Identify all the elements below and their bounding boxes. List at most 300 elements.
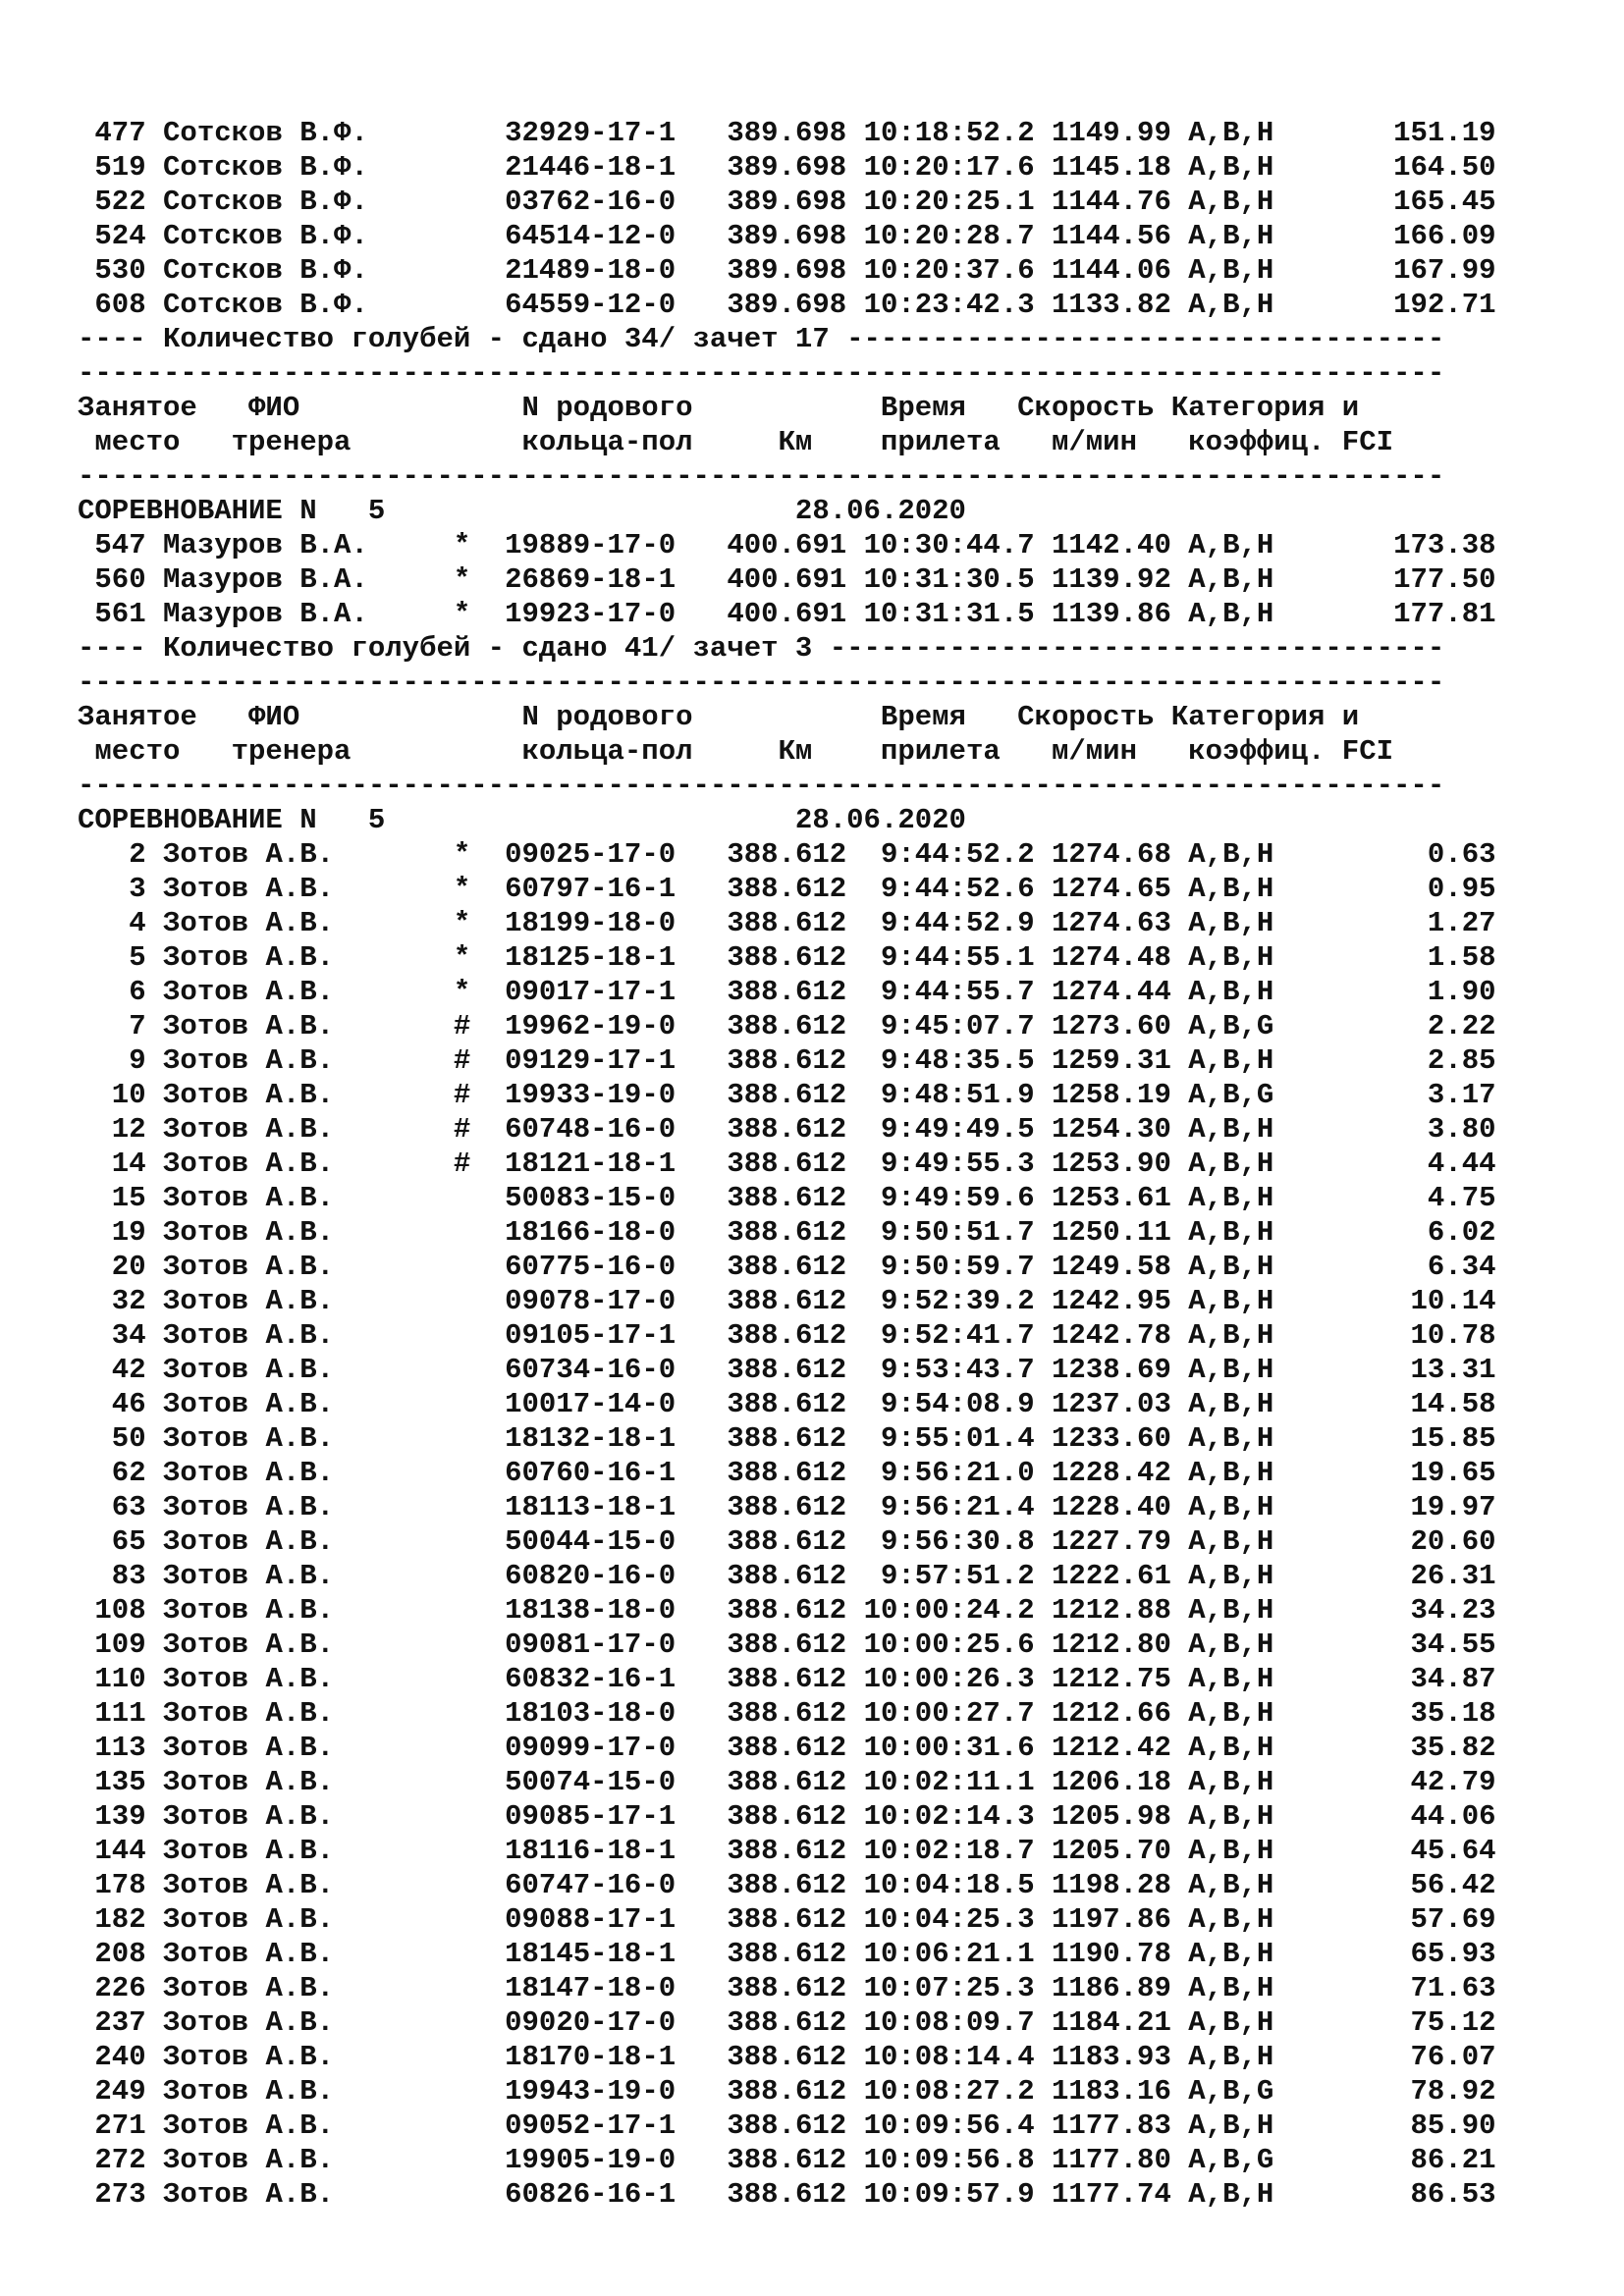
km-cell: 389.698 xyxy=(727,254,847,287)
ring-cell: 09081-17-0 xyxy=(505,1629,693,1661)
competition-label: СОРЕВНОВАНИЕ N 5 xyxy=(78,804,795,836)
time-cell: 10:00:24.2 xyxy=(863,1594,1035,1627)
mark-cell xyxy=(454,220,470,252)
km-cell: 388.612 xyxy=(727,2041,847,2073)
speed-cell: 1145.18 xyxy=(1052,151,1171,184)
coefficient-cell: 35.18 xyxy=(1341,1697,1496,1730)
place-cell: 6 xyxy=(78,976,146,1008)
km-cell: 388.612 xyxy=(727,1525,847,1558)
category-cell: А,В,Н xyxy=(1188,289,1291,321)
category-cell: А,В,Н xyxy=(1188,2109,1291,2142)
table-row xyxy=(78,1318,1496,1353)
mark-cell: * xyxy=(453,529,471,561)
time-cell: 10:20:37.6 xyxy=(863,254,1035,287)
category-cell: А,В,G xyxy=(1188,1079,1291,1111)
time-cell: 10:04:25.3 xyxy=(863,1903,1035,1936)
mark-cell xyxy=(454,1525,470,1558)
ring-cell: 18147-18-0 xyxy=(505,1972,693,2004)
km-cell: 388.612 xyxy=(727,1285,847,1317)
coefficient-cell: 177.81 xyxy=(1341,598,1496,630)
ring-cell: 18138-18-0 xyxy=(505,1594,693,1627)
mark-cell xyxy=(454,1319,470,1352)
coefficient-cell: 45.64 xyxy=(1341,1835,1496,1867)
table-row xyxy=(78,1215,1496,1250)
mark-cell xyxy=(454,1491,470,1523)
name-cell: Зотов А.В. xyxy=(163,1938,454,1970)
coefficient-cell: 0.63 xyxy=(1341,838,1496,871)
name-cell: Зотов А.В. xyxy=(163,1079,454,1111)
speed-cell: 1274.65 xyxy=(1052,873,1171,905)
table-row xyxy=(78,1696,1496,1731)
name-cell: Сотсков В.Ф. xyxy=(163,186,454,218)
time-cell: 9:53:43.7 xyxy=(863,1354,1035,1386)
table-row xyxy=(78,1628,1496,1662)
name-cell: Зотов А.В. xyxy=(163,1388,454,1420)
column-header-line-1: Занятое ФИО N родового Время Скорость Категория и xyxy=(78,701,1360,733)
place-cell: 20 xyxy=(78,1251,146,1283)
mark-cell xyxy=(454,1629,470,1661)
speed-cell: 1197.86 xyxy=(1052,1903,1171,1936)
mark-cell xyxy=(454,1285,470,1317)
section-summary: ---- Количество голубей - сдано 41/ зачет 3 ------------------------------------ xyxy=(78,632,1445,665)
category-cell: А,В,Н xyxy=(1188,1629,1291,1661)
km-cell: 388.612 xyxy=(727,976,847,1008)
place-cell: 62 xyxy=(78,1457,146,1489)
table-row xyxy=(78,1937,1496,1971)
km-cell: 388.612 xyxy=(727,1732,847,1764)
speed-cell: 1242.95 xyxy=(1052,1285,1171,1317)
coefficient-cell: 1.90 xyxy=(1341,976,1496,1008)
mark-cell: * xyxy=(453,598,471,630)
table-row xyxy=(78,1078,1496,1112)
place-cell: 111 xyxy=(78,1697,146,1730)
km-cell: 388.612 xyxy=(727,1835,847,1867)
coefficient-cell: 10.78 xyxy=(1341,1319,1496,1352)
speed-cell: 1139.92 xyxy=(1052,563,1171,596)
column-header-line-2: место тренера кольца-пол Км прилета м/мин коэффиц. FCI xyxy=(78,735,1394,768)
km-cell: 388.612 xyxy=(727,941,847,974)
speed-cell: 1253.90 xyxy=(1052,1148,1171,1180)
coefficient-cell: 42.79 xyxy=(1341,1766,1496,1798)
time-cell: 9:48:35.5 xyxy=(863,1044,1035,1077)
coefficient-cell: 2.22 xyxy=(1341,1010,1496,1042)
mark-cell: * xyxy=(453,941,471,974)
time-cell: 9:56:30.8 xyxy=(863,1525,1035,1558)
place-cell: 65 xyxy=(78,1525,146,1558)
speed-cell: 1274.63 xyxy=(1052,907,1171,939)
coefficient-cell: 76.07 xyxy=(1341,2041,1496,2073)
speed-cell: 1144.06 xyxy=(1052,254,1171,287)
table-row xyxy=(78,116,1496,150)
time-cell: 9:44:52.6 xyxy=(863,873,1035,905)
table-row xyxy=(78,1731,1496,1765)
ring-cell: 60760-16-1 xyxy=(505,1457,693,1489)
place-cell: 19 xyxy=(78,1216,146,1249)
ring-cell: 32929-17-1 xyxy=(505,117,693,149)
km-cell: 388.612 xyxy=(727,1560,847,1592)
km-cell: 388.612 xyxy=(727,1903,847,1936)
mark-cell: # xyxy=(453,1010,471,1042)
speed-cell: 1139.86 xyxy=(1052,598,1171,630)
km-cell: 388.612 xyxy=(727,1422,847,1455)
separator-line: -------------------------------------------------------------------------------- xyxy=(78,667,1445,699)
ring-cell: 10017-14-0 xyxy=(505,1388,693,1420)
speed-cell: 1274.44 xyxy=(1052,976,1171,1008)
ring-cell: 19905-19-0 xyxy=(505,2144,693,2176)
time-cell: 9:52:41.7 xyxy=(863,1319,1035,1352)
place-cell: 113 xyxy=(78,1732,146,1764)
ring-cell: 60797-16-1 xyxy=(505,873,693,905)
ring-cell: 19962-19-0 xyxy=(505,1010,693,1042)
category-cell: А,В,G xyxy=(1188,2075,1291,2108)
category-cell: А,В,Н xyxy=(1188,1800,1291,1833)
name-cell: Зотов А.В. xyxy=(163,1354,454,1386)
mark-cell xyxy=(454,1422,470,1455)
mark-cell xyxy=(454,1663,470,1695)
place-cell: 34 xyxy=(78,1319,146,1352)
place-cell: 32 xyxy=(78,1285,146,1317)
speed-cell: 1222.61 xyxy=(1052,1560,1171,1592)
speed-cell: 1205.70 xyxy=(1052,1835,1171,1867)
category-cell: А,В,Н xyxy=(1188,1972,1291,2004)
category-cell: А,В,Н xyxy=(1188,117,1291,149)
ring-cell: 21446-18-1 xyxy=(505,151,693,184)
speed-cell: 1259.31 xyxy=(1052,1044,1171,1077)
place-cell: 135 xyxy=(78,1766,146,1798)
ring-cell: 19889-17-0 xyxy=(505,529,693,561)
ring-cell: 18199-18-0 xyxy=(505,907,693,939)
mark-cell xyxy=(454,1697,470,1730)
speed-cell: 1177.80 xyxy=(1052,2144,1171,2176)
table-row xyxy=(78,1524,1496,1559)
time-cell: 10:20:17.6 xyxy=(863,151,1035,184)
speed-cell: 1250.11 xyxy=(1052,1216,1171,1249)
table-row xyxy=(78,185,1496,219)
mark-cell: # xyxy=(453,1079,471,1111)
place-cell: 561 xyxy=(78,598,146,630)
speed-cell: 1242.78 xyxy=(1052,1319,1171,1352)
coefficient-cell: 85.90 xyxy=(1341,2109,1496,2142)
competition-label: СОРЕВНОВАНИЕ N 5 xyxy=(78,495,795,527)
speed-cell: 1149.99 xyxy=(1052,117,1171,149)
ring-cell: 19923-17-0 xyxy=(505,598,693,630)
table-row xyxy=(78,150,1496,185)
place-cell: 139 xyxy=(78,1800,146,1833)
table-row xyxy=(78,2109,1496,2143)
name-cell: Зотов А.В. xyxy=(163,2075,454,2108)
category-cell: А,В,Н xyxy=(1188,1319,1291,1352)
speed-cell: 1205.98 xyxy=(1052,1800,1171,1833)
category-cell: А,В,Н xyxy=(1188,2041,1291,2073)
table-row xyxy=(78,1490,1496,1524)
category-cell: А,В,Н xyxy=(1188,1182,1291,1214)
table-row xyxy=(78,1112,1496,1147)
name-cell: Зотов А.В. xyxy=(163,976,454,1008)
km-cell: 388.612 xyxy=(727,1697,847,1730)
category-cell: А,В,Н xyxy=(1188,1251,1291,1283)
ring-cell: 60826-16-1 xyxy=(505,2178,693,2211)
coefficient-cell: 164.50 xyxy=(1341,151,1496,184)
name-cell: Зотов А.В. xyxy=(163,2006,454,2039)
mark-cell xyxy=(454,1388,470,1420)
time-cell: 9:52:39.2 xyxy=(863,1285,1035,1317)
mark-cell xyxy=(454,186,470,218)
time-cell: 9:49:55.3 xyxy=(863,1148,1035,1180)
km-cell: 388.612 xyxy=(727,1766,847,1798)
place-cell: 109 xyxy=(78,1629,146,1661)
ring-cell: 18103-18-0 xyxy=(505,1697,693,1730)
coefficient-cell: 35.82 xyxy=(1341,1732,1496,1764)
ring-cell: 09105-17-1 xyxy=(505,1319,693,1352)
table-row xyxy=(78,906,1496,940)
name-cell: Зотов А.В. xyxy=(163,1766,454,1798)
ring-cell: 64559-12-0 xyxy=(505,289,693,321)
table-row xyxy=(78,1662,1496,1696)
km-cell: 388.612 xyxy=(727,1972,847,2004)
ring-cell: 60748-16-0 xyxy=(505,1113,693,1146)
table-row xyxy=(78,2143,1496,2177)
km-cell: 388.612 xyxy=(727,1800,847,1833)
coefficient-cell: 177.50 xyxy=(1341,563,1496,596)
ring-cell: 60832-16-1 xyxy=(505,1663,693,1695)
mark-cell: * xyxy=(453,907,471,939)
table-row xyxy=(78,1456,1496,1490)
ring-cell: 18113-18-1 xyxy=(505,1491,693,1523)
time-cell: 9:55:01.4 xyxy=(863,1422,1035,1455)
time-cell: 10:08:27.2 xyxy=(863,2075,1035,2108)
category-cell: А,В,Н xyxy=(1188,1732,1291,1764)
km-cell: 389.698 xyxy=(727,220,847,252)
ring-cell: 60775-16-0 xyxy=(505,1251,693,1283)
name-cell: Зотов А.В. xyxy=(163,1010,454,1042)
name-cell: Зотов А.В. xyxy=(163,1148,454,1180)
km-cell: 388.612 xyxy=(727,1388,847,1420)
name-cell: Зотов А.В. xyxy=(163,2144,454,2176)
speed-cell: 1233.60 xyxy=(1052,1422,1171,1455)
mark-cell xyxy=(454,1800,470,1833)
table-row xyxy=(78,1765,1496,1799)
category-cell: А,В,Н xyxy=(1188,1938,1291,1970)
time-cell: 10:02:18.7 xyxy=(863,1835,1035,1867)
competition-date: 28.06.2020 xyxy=(794,804,966,836)
place-cell: 10 xyxy=(78,1079,146,1111)
coefficient-cell: 34.55 xyxy=(1341,1629,1496,1661)
place-cell: 272 xyxy=(78,2144,146,2176)
time-cell: 10:30:44.7 xyxy=(863,529,1035,561)
km-cell: 389.698 xyxy=(727,289,847,321)
time-cell: 9:54:08.9 xyxy=(863,1388,1035,1420)
name-cell: Зотов А.В. xyxy=(163,1697,454,1730)
place-cell: 608 xyxy=(78,289,146,321)
separator-line: -------------------------------------------------------------------------------- xyxy=(78,460,1445,493)
place-cell: 240 xyxy=(78,2041,146,2073)
table-row xyxy=(78,2074,1496,2109)
ring-cell: 09025-17-0 xyxy=(505,838,693,871)
ring-cell: 26869-18-1 xyxy=(505,563,693,596)
place-cell: 522 xyxy=(78,186,146,218)
speed-cell: 1237.03 xyxy=(1052,1388,1171,1420)
name-cell: Зотов А.В. xyxy=(163,1285,454,1317)
mark-cell xyxy=(454,1594,470,1627)
name-cell: Зотов А.В. xyxy=(163,1044,454,1077)
coefficient-cell: 151.19 xyxy=(1341,117,1496,149)
column-header-line-1: Занятое ФИО N родового Время Скорость Категория и xyxy=(78,392,1360,424)
km-cell: 388.612 xyxy=(727,873,847,905)
category-cell: А,В,Н xyxy=(1188,1525,1291,1558)
table-row xyxy=(78,1250,1496,1284)
name-cell: Зотов А.В. xyxy=(163,1629,454,1661)
competition-title xyxy=(78,494,1496,528)
coefficient-cell: 86.21 xyxy=(1341,2144,1496,2176)
coefficient-cell: 2.85 xyxy=(1341,1044,1496,1077)
ring-cell: 09129-17-1 xyxy=(505,1044,693,1077)
coefficient-cell: 19.97 xyxy=(1341,1491,1496,1523)
place-cell: 110 xyxy=(78,1663,146,1695)
name-cell: Сотсков В.Ф. xyxy=(163,254,454,287)
ring-cell: 03762-16-0 xyxy=(505,186,693,218)
name-cell: Мазуров В.А. xyxy=(163,563,454,596)
name-cell: Зотов А.В. xyxy=(163,2109,454,2142)
speed-cell: 1228.42 xyxy=(1052,1457,1171,1489)
mark-cell: * xyxy=(453,873,471,905)
place-cell: 477 xyxy=(78,117,146,149)
coefficient-cell: 44.06 xyxy=(1341,1800,1496,1833)
name-cell: Зотов А.В. xyxy=(163,1663,454,1695)
mark-cell xyxy=(454,1251,470,1283)
category-cell: А,В,Н xyxy=(1188,1491,1291,1523)
place-cell: 178 xyxy=(78,1869,146,1901)
speed-cell: 1144.56 xyxy=(1052,220,1171,252)
time-cell: 10:00:26.3 xyxy=(863,1663,1035,1695)
coefficient-cell: 6.34 xyxy=(1341,1251,1496,1283)
km-cell: 389.698 xyxy=(727,117,847,149)
category-cell: А,В,Н xyxy=(1188,220,1291,252)
name-cell: Мазуров В.А. xyxy=(163,529,454,561)
name-cell: Сотсков В.Ф. xyxy=(163,117,454,149)
place-cell: 5 xyxy=(78,941,146,974)
name-cell: Зотов А.В. xyxy=(163,1869,454,1901)
km-cell: 388.612 xyxy=(727,1491,847,1523)
category-cell: А,В,Н xyxy=(1188,1422,1291,1455)
speed-cell: 1212.66 xyxy=(1052,1697,1171,1730)
coefficient-cell: 19.65 xyxy=(1341,1457,1496,1489)
time-cell: 9:50:51.7 xyxy=(863,1216,1035,1249)
mark-cell xyxy=(454,1216,470,1249)
time-cell: 9:45:07.7 xyxy=(863,1010,1035,1042)
table-row xyxy=(78,597,1496,631)
time-cell: 10:04:18.5 xyxy=(863,1869,1035,1901)
km-cell: 388.612 xyxy=(727,1663,847,1695)
name-cell: Зотов А.В. xyxy=(163,1835,454,1867)
name-cell: Зотов А.В. xyxy=(163,1903,454,1936)
speed-cell: 1212.80 xyxy=(1052,1629,1171,1661)
mark-cell xyxy=(454,1457,470,1489)
mark-cell: # xyxy=(453,1113,471,1146)
mark-cell xyxy=(454,2006,470,2039)
mark-cell: * xyxy=(453,563,471,596)
coefficient-cell: 86.53 xyxy=(1341,2178,1496,2211)
km-cell: 388.612 xyxy=(727,1216,847,1249)
time-cell: 10:00:27.7 xyxy=(863,1697,1035,1730)
category-cell: А,В,Н xyxy=(1188,1903,1291,1936)
km-cell: 388.612 xyxy=(727,907,847,939)
name-cell: Зотов А.В. xyxy=(163,838,454,871)
km-cell: 388.612 xyxy=(727,1251,847,1283)
speed-cell: 1183.93 xyxy=(1052,2041,1171,2073)
time-cell: 9:49:59.6 xyxy=(863,1182,1035,1214)
name-cell: Сотсков В.Ф. xyxy=(163,289,454,321)
category-cell: А,В,Н xyxy=(1188,1388,1291,1420)
category-cell: А,В,Н xyxy=(1188,873,1291,905)
category-cell: А,В,Н xyxy=(1188,598,1291,630)
name-cell: Сотсков В.Ф. xyxy=(163,220,454,252)
ring-cell: 18125-18-1 xyxy=(505,941,693,974)
table-row xyxy=(78,1181,1496,1215)
ring-cell: 60820-16-0 xyxy=(505,1560,693,1592)
speed-cell: 1183.16 xyxy=(1052,2075,1171,2108)
mark-cell xyxy=(454,254,470,287)
ring-cell: 18116-18-1 xyxy=(505,1835,693,1867)
table-row xyxy=(78,528,1496,562)
place-cell: 271 xyxy=(78,2109,146,2142)
column-header-line-2: место тренера кольца-пол Км прилета м/мин коэффиц. FCI xyxy=(78,426,1394,458)
time-cell: 9:57:51.2 xyxy=(863,1560,1035,1592)
time-cell: 10:31:30.5 xyxy=(863,563,1035,596)
speed-cell: 1238.69 xyxy=(1052,1354,1171,1386)
table-row xyxy=(78,562,1496,597)
time-cell: 10:08:09.7 xyxy=(863,2006,1035,2039)
separator-line: -------------------------------------------------------------------------------- xyxy=(78,357,1445,390)
name-cell: Зотов А.В. xyxy=(163,941,454,974)
competition-date: 28.06.2020 xyxy=(794,495,966,527)
km-cell: 388.612 xyxy=(727,2075,847,2108)
time-cell: 10:31:31.5 xyxy=(863,598,1035,630)
coefficient-cell: 13.31 xyxy=(1341,1354,1496,1386)
time-cell: 9:56:21.0 xyxy=(863,1457,1035,1489)
km-cell: 388.612 xyxy=(727,1044,847,1077)
name-cell: Зотов А.В. xyxy=(163,1491,454,1523)
category-cell: А,В,Н xyxy=(1188,529,1291,561)
ring-cell: 18145-18-1 xyxy=(505,1938,693,1970)
ring-cell: 60734-16-0 xyxy=(505,1354,693,1386)
name-cell: Зотов А.В. xyxy=(163,1251,454,1283)
table-row xyxy=(78,1353,1496,1387)
table-row xyxy=(78,1284,1496,1318)
category-cell: А,В,G xyxy=(1188,2144,1291,2176)
ring-cell: 09088-17-1 xyxy=(505,1903,693,1936)
mark-cell xyxy=(454,1182,470,1214)
place-cell: 547 xyxy=(78,529,146,561)
place-cell: 7 xyxy=(78,1010,146,1042)
table-row xyxy=(78,1147,1496,1181)
place-cell: 12 xyxy=(78,1113,146,1146)
coefficient-cell: 78.92 xyxy=(1341,2075,1496,2108)
km-cell: 388.612 xyxy=(727,1319,847,1352)
place-cell: 42 xyxy=(78,1354,146,1386)
speed-cell: 1177.83 xyxy=(1052,2109,1171,2142)
mark-cell xyxy=(454,2178,470,2211)
time-cell: 10:08:14.4 xyxy=(863,2041,1035,2073)
ring-cell: 09078-17-0 xyxy=(505,1285,693,1317)
place-cell: 524 xyxy=(78,220,146,252)
ring-cell: 21489-18-0 xyxy=(505,254,693,287)
ring-cell: 09085-17-1 xyxy=(505,1800,693,1833)
speed-cell: 1253.61 xyxy=(1052,1182,1171,1214)
time-cell: 9:44:55.7 xyxy=(863,976,1035,1008)
speed-cell: 1274.68 xyxy=(1052,838,1171,871)
category-cell: А,В,Н xyxy=(1188,1560,1291,1592)
coefficient-cell: 192.71 xyxy=(1341,289,1496,321)
